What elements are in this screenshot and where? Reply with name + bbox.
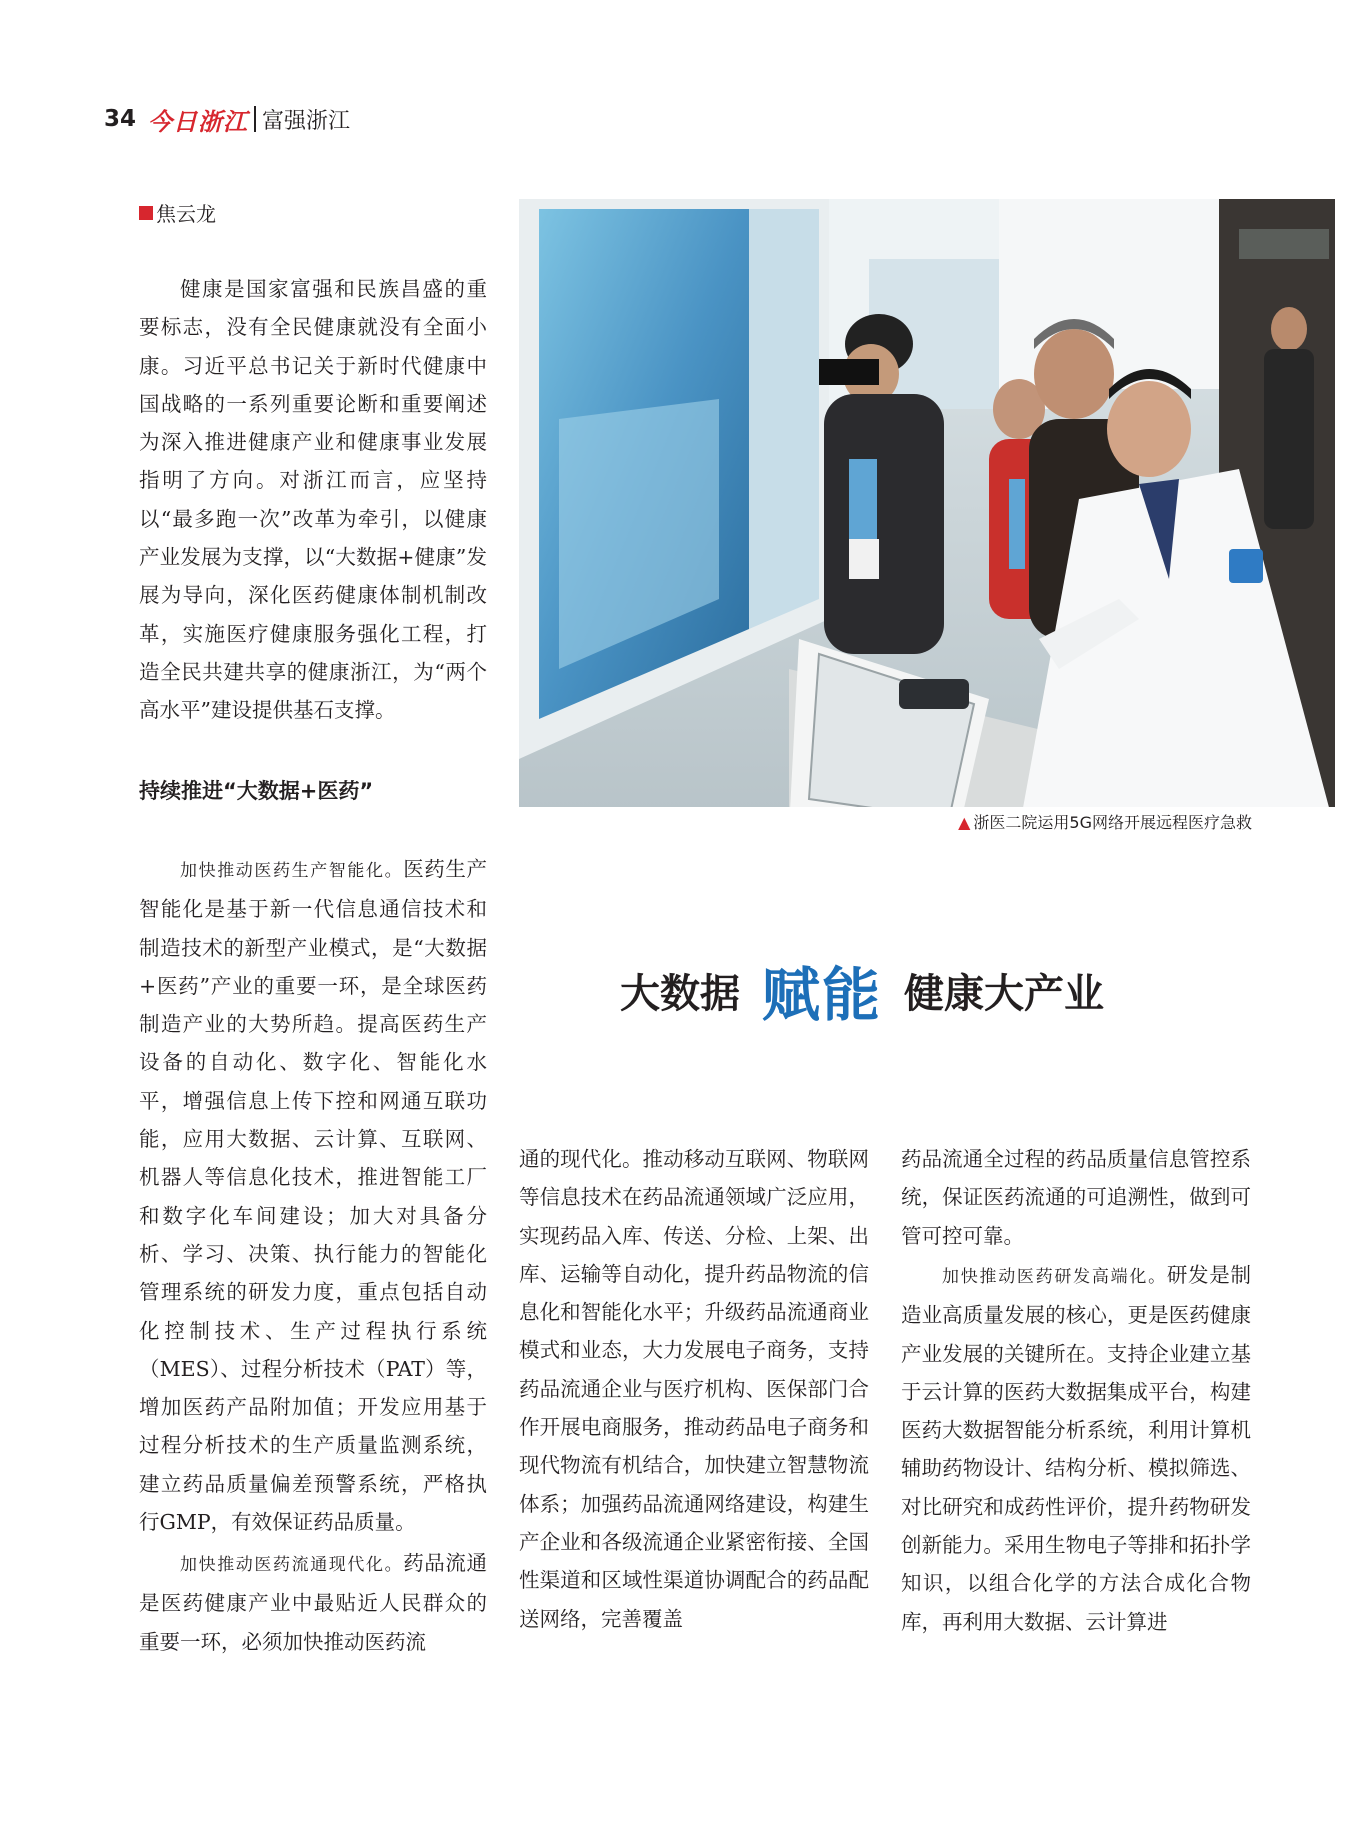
intro-paragraph: 健康是国家富强和民族昌盛的重要标志，没有全民健康就没有全面小康。习近平总书记关于新时代健康中国战略的一系列重要论断和重要阐述为深入推进健康产业和健康事业发展指明了方向。对浙江而言，应坚持以“最多跑一次”改革为牵引，以健康产业发展为支撑，以“大数据+健康”发展为导向，深化医药健康体制机制改革，实施医疗健康服务强化工程，打造全民共建共享的健康浙江，为“两个高水平”建设提供基石支撑。: [139, 277, 487, 723]
paragraph-lead: 加快推动医药流通现代化。: [180, 1555, 404, 1575]
title-part1: 大数据: [620, 969, 740, 1017]
subheading: 持续推进“大数据+医药”: [139, 779, 374, 803]
column2-paragraph: 通的现代化。推动移动互联网、物联网等信息技术在药品流通领域广泛应用，实现药品入库、传送、分检、上架、出库、运输等自动化，提升药品物流的信息化和智能化水平；升级药品流通商业模式和业态，大力发展电子商务，支持药品流通企业与医疗机构、医保部门合作开展电商服务，推动药品电子商务和现代物流有机结合，加快建立智慧物流体系；加强药品流通网络建设，构建生产企业和各级流通企业紧密衔接、全国性渠道和区域性渠道协调配合的药品配送网络，完善覆盖: [519, 1147, 869, 1631]
triangle-icon: ▲: [958, 813, 971, 832]
paragraph-body: 医药生产智能化是基于新一代信息通信技术和制造技术的新型产业模式，是“大数据+医药”产业的重要一环，是全球医药制造产业的大势所趋。提高医药生产设备的自动化、数字化、智能化水平，增强信息上传下控和网通互联功能，应用大数据、云计算、互联网、机器人等信息化技术，推进智能工厂和数字化车间建设；加大对具备分析、学习、决策、执行能力的智能化管理系统的研发力度，重点包括自动化控制技术、生产过程执行系统（MES）、过程分析技术（PAT）等，增加医药产品附加值；开发应用基于过程分析技术的生产质量监测系统，建立药品质量偏差预警系统，严格执行GMP，有效保证药品质量。: [139, 857, 488, 1535]
page-number: 34: [104, 106, 137, 132]
column3-paragraph: 药品流通全过程的药品质量信息管控系统，保证医药流通的可追溯性，做到可管可控可靠。: [901, 1147, 1251, 1248]
paragraph-production: [139, 850, 487, 1541]
photo-remote-medical-demo: [519, 199, 1335, 830]
paragraph-lead: 加快推动医药生产智能化。: [180, 861, 404, 881]
paragraph-lead: 加快推动医药研发高端化。: [942, 1267, 1167, 1287]
title-part3: 健康大产业: [904, 969, 1105, 1017]
article-title: [620, 948, 1104, 1032]
page-header: [104, 103, 350, 135]
photo-caption-text: 浙医二院运用5G网络开展远程医疗急救: [973, 813, 1252, 832]
photo-caption: [958, 810, 1252, 833]
photo-illustration: [519, 199, 1335, 830]
paragraph-distribution: [139, 1544, 487, 1661]
author-byline: [139, 198, 216, 227]
header-divider: [254, 106, 256, 132]
title-highlight: 赋能: [762, 961, 883, 1029]
paragraph-body: 研发是制造业高质量发展的核心，更是医药健康产业发展的关键所在。支持企业建立基于云计算的医药大数据集成平台，构建医药大数据智能分析系统，利用计算机辅助药物设计、结构分析、模拟筛选、对比研究和成药性评价，提升药物研发创新能力。采用生物电子等排和拓扑学知识，以组合化学的方法合成化合物库，再利用大数据、云计算进: [901, 1263, 1252, 1634]
section-name: 富强浙江: [262, 108, 351, 134]
author-name: 焦云龙: [156, 202, 216, 226]
paragraph-research: [901, 1256, 1251, 1641]
paragraph-body: 药品流通是医药健康产业中最贴近人民群众的重要一环，必须加快推动医药流: [139, 1551, 488, 1654]
red-square-icon: [139, 206, 153, 220]
brand-logo: 今日浙江: [148, 106, 249, 136]
